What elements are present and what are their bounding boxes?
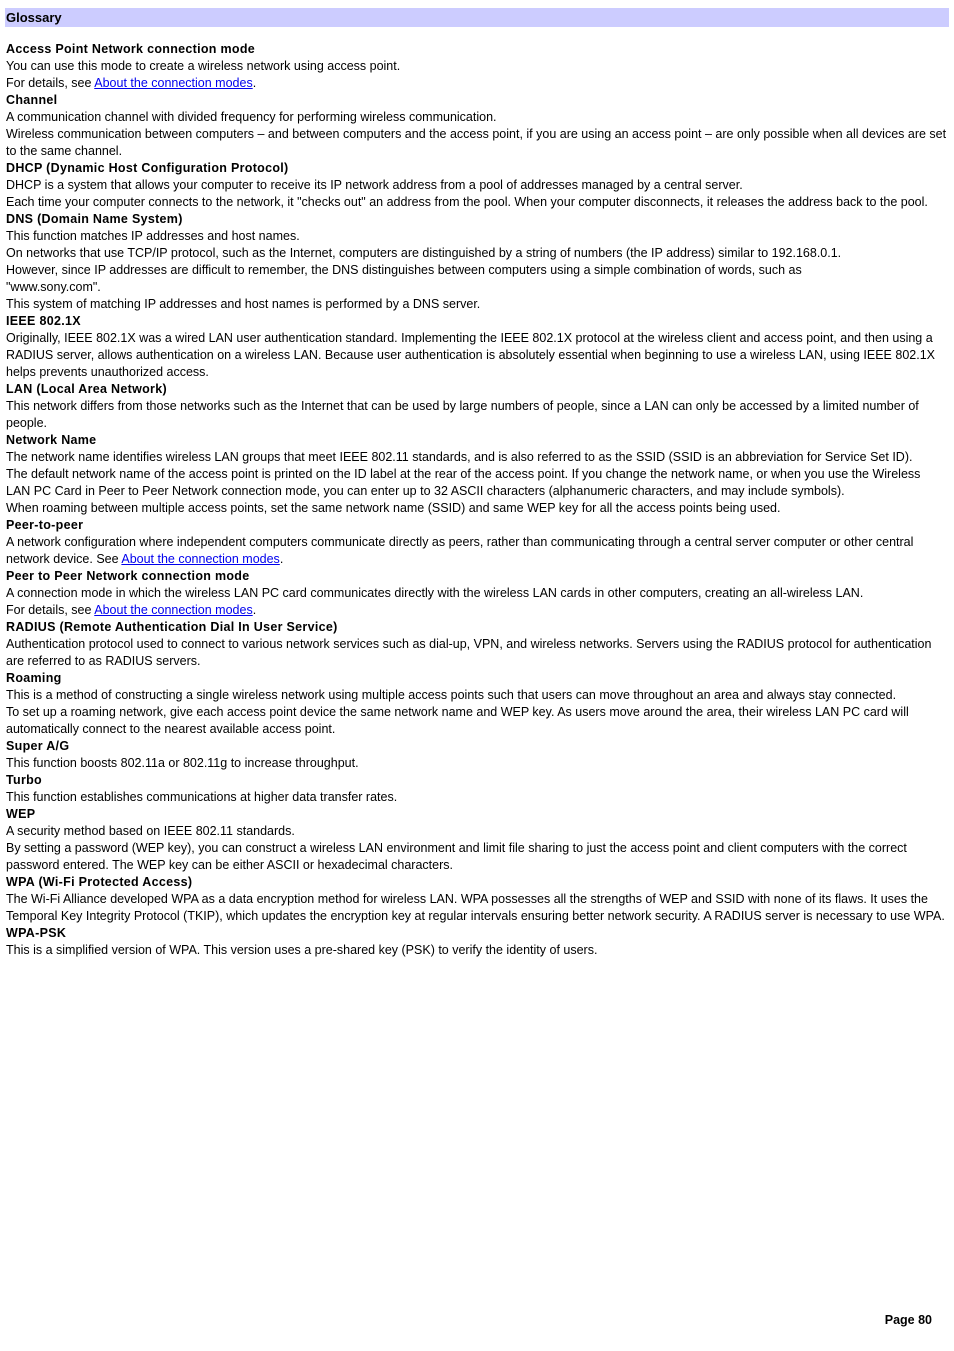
definition-text: By setting a password (WEP key), you can construct a wireless LAN environment and limit file sharing to just the access point and client computers with the correct password entered. The WEP key can be either ASCII or hexadecimal characters. [6, 841, 907, 872]
definition-text: When roaming between multiple access points, set the same network name (SSID) and same WEP key for all the access points being used. [6, 501, 781, 515]
glossary-term: Roaming [6, 671, 62, 685]
glossary-entry-wpa-psk [6, 925, 948, 959]
definition-paragraph [6, 262, 948, 279]
glossary-header-bar [5, 8, 949, 27]
definition-text: Originally, IEEE 802.1X was a wired LAN user authentication standard. Implementing the IEEE 802.1X protocol at the wireless client and access point, and then using a RADIUS server, allows authentication on a wireless LAN. Because user authentication is absolutely essential when beginning to use a wireless LAN, using IEEE 802.1X helps prevents unauthorized access. [6, 331, 935, 379]
glossary-term: WPA-PSK [6, 926, 67, 940]
definition-paragraph [6, 279, 948, 296]
definition-paragraph [6, 466, 948, 500]
definition-paragraph [6, 177, 948, 194]
glossary-term: Channel [6, 93, 58, 107]
definition-paragraph [6, 194, 948, 211]
definition-text: Authentication protocol used to connect to various network services such as dial-up, VPN, and wireless networks. Servers using the RADIUS protocol for authentication are referred to as RADIUS servers. [6, 637, 932, 668]
definition-text: This network differs from those networks such as the Internet that can be used by large numbers of people, since a LAN can only be accessed by a limited number of people. [6, 399, 919, 430]
definition-paragraph [6, 602, 948, 619]
definition-text: Wireless communication between computers – and between computers and the access point, if you are using an access point – are only possible when all devices are set to the same channel. [6, 127, 947, 158]
definition-paragraph [6, 449, 948, 466]
definition-text: You can use this mode to create a wireless network using access point. [6, 59, 401, 73]
definition-paragraph [6, 687, 948, 704]
glossary-content [6, 41, 948, 959]
definition-text: The default network name of the access point is printed on the ID label at the rear of the access point. If you change the network name, or when you use the Wireless LAN PC Card in Peer to Peer Network connection mode, you can enter up to 32 ASCII characters (alphanumeric characters, and may include symbols). [6, 467, 921, 498]
glossary-entry-roaming [6, 670, 948, 738]
definition-text: . [252, 603, 257, 617]
definition-paragraph [6, 636, 948, 670]
connection-modes-link[interactable]: About the connection modes [121, 552, 280, 566]
definition-paragraph [6, 755, 948, 772]
definition-text: To set up a roaming network, give each access point device the same network name and WEP key. As users move around the area, their wireless LAN PC card will automatically connect to the nearest available access point. [6, 705, 909, 736]
definition-text: . [252, 76, 257, 90]
definition-paragraph [6, 75, 948, 92]
definition-text: This function establishes communications at higher data transfer rates. [6, 790, 398, 804]
glossary-entry-access-point-network-connection-mode [6, 41, 948, 92]
definition-paragraph [6, 245, 948, 262]
definition-text: For details, see [6, 603, 95, 617]
definition-text: "www.sony.com". [6, 280, 101, 294]
glossary-term: Super A/G [6, 739, 70, 753]
connection-modes-link[interactable]: About the connection modes [94, 603, 253, 617]
glossary-entry-dhcp-dynamic-host-configuration-protocol [6, 160, 948, 211]
definition-paragraph [6, 330, 948, 381]
glossary-term: IEEE 802.1X [6, 314, 81, 328]
glossary-entry-turbo [6, 772, 948, 806]
page-title: Glossary [6, 10, 62, 25]
definition-text: However, since IP addresses are difficult to remember, the DNS distinguishes between computers using a simple combination of words, such as [6, 263, 802, 277]
definition-text: This system of matching IP addresses and host names is performed by a DNS server. [6, 297, 481, 311]
page-number: Page 80 [884, 1313, 932, 1327]
glossary-entry-channel [6, 92, 948, 160]
glossary-term: LAN (Local Area Network) [6, 382, 167, 396]
definition-paragraph [6, 109, 948, 126]
definition-paragraph [6, 823, 948, 840]
definition-text: Each time your computer connects to the network, it "checks out" an address from the pool. When your computer disconnects, it releases the address back to the pool. [6, 195, 928, 209]
glossary-term: WPA (Wi-Fi Protected Access) [6, 875, 193, 889]
definition-text: A communication channel with divided frequency for performing wireless communication. [6, 110, 497, 124]
glossary-term: RADIUS (Remote Authentication Dial In User Service) [6, 620, 338, 634]
glossary-term: DHCP (Dynamic Host Configuration Protocol) [6, 161, 289, 175]
connection-modes-link[interactable]: About the connection modes [94, 76, 253, 90]
glossary-term: Peer-to-peer [6, 518, 84, 532]
definition-paragraph [6, 228, 948, 245]
glossary-entry-super-a-g [6, 738, 948, 772]
definition-text: On networks that use TCP/IP protocol, such as the Internet, computers are distinguished by a string of numbers (the IP address) similar to 192.168.0.1. [6, 246, 842, 260]
glossary-entry-peer-to-peer-network-connection-mode [6, 568, 948, 619]
definition-paragraph [6, 789, 948, 806]
glossary-entry-network-name [6, 432, 948, 517]
definition-paragraph [6, 891, 948, 925]
definition-paragraph [6, 500, 948, 517]
definition-text: A connection mode in which the wireless LAN PC card communicates directly with the wireless LAN cards in other computers, creating an all-wireless LAN. [6, 586, 864, 600]
glossary-entry-wpa-wi-fi-protected-access [6, 874, 948, 925]
definition-text: The network name identifies wireless LAN groups that meet IEEE 802.11 standards, and is also referred to as the SSID (SSID is an abbreviation for Service Set ID). [6, 450, 913, 464]
glossary-entry-peer-to-peer [6, 517, 948, 568]
definition-paragraph [6, 942, 948, 959]
definition-text: This is a method of constructing a single wireless network using multiple access points such that users can move throughout an area and always stay connected. [6, 688, 897, 702]
definition-text: A security method based on IEEE 802.11 standards. [6, 824, 295, 838]
glossary-term: WEP [6, 807, 36, 821]
glossary-entry-radius-remote-authentication-dial-in-user-service [6, 619, 948, 670]
definition-text: The Wi-Fi Alliance developed WPA as a data encryption method for wireless LAN. WPA possesses all the strengths of WEP and SSID with none of its flaws. It uses the Temporal Key Integrity Protocol (TKIP), which updates the encryption key at regular intervals ensuring better network security. A RADIUS server is necessary to use WPA. [6, 892, 945, 923]
definition-paragraph [6, 840, 948, 874]
definition-text: . [279, 552, 284, 566]
definition-paragraph [6, 58, 948, 75]
definition-paragraph [6, 704, 948, 738]
definition-paragraph [6, 585, 948, 602]
definition-text: A network configuration where independent computers communicate directly as peers, rather than communicating through a central server computer or other central network device. See [6, 535, 914, 566]
glossary-entry-wep [6, 806, 948, 874]
glossary-term: Network Name [6, 433, 97, 447]
glossary-entry-dns-domain-name-system [6, 211, 948, 313]
glossary-term: Turbo [6, 773, 42, 787]
glossary-entry-ieee-802-1x [6, 313, 948, 381]
definition-paragraph [6, 534, 948, 568]
definition-text: This function matches IP addresses and host names. [6, 229, 300, 243]
definition-paragraph [6, 296, 948, 313]
glossary-term: Access Point Network connection mode [6, 42, 256, 56]
glossary-entry-lan-local-area-network [6, 381, 948, 432]
definition-text: This function boosts 802.11a or 802.11g to increase throughput. [6, 756, 359, 770]
glossary-term: DNS (Domain Name System) [6, 212, 183, 226]
definition-text: For details, see [6, 76, 95, 90]
definition-text: This is a simplified version of WPA. This version uses a pre-shared key (PSK) to verify the identity of users. [6, 943, 598, 957]
glossary-term: Peer to Peer Network connection mode [6, 569, 250, 583]
definition-paragraph [6, 398, 948, 432]
definition-text: DHCP is a system that allows your computer to receive its IP network address from a pool of addresses managed by a central server. [6, 178, 743, 192]
definition-paragraph [6, 126, 948, 160]
